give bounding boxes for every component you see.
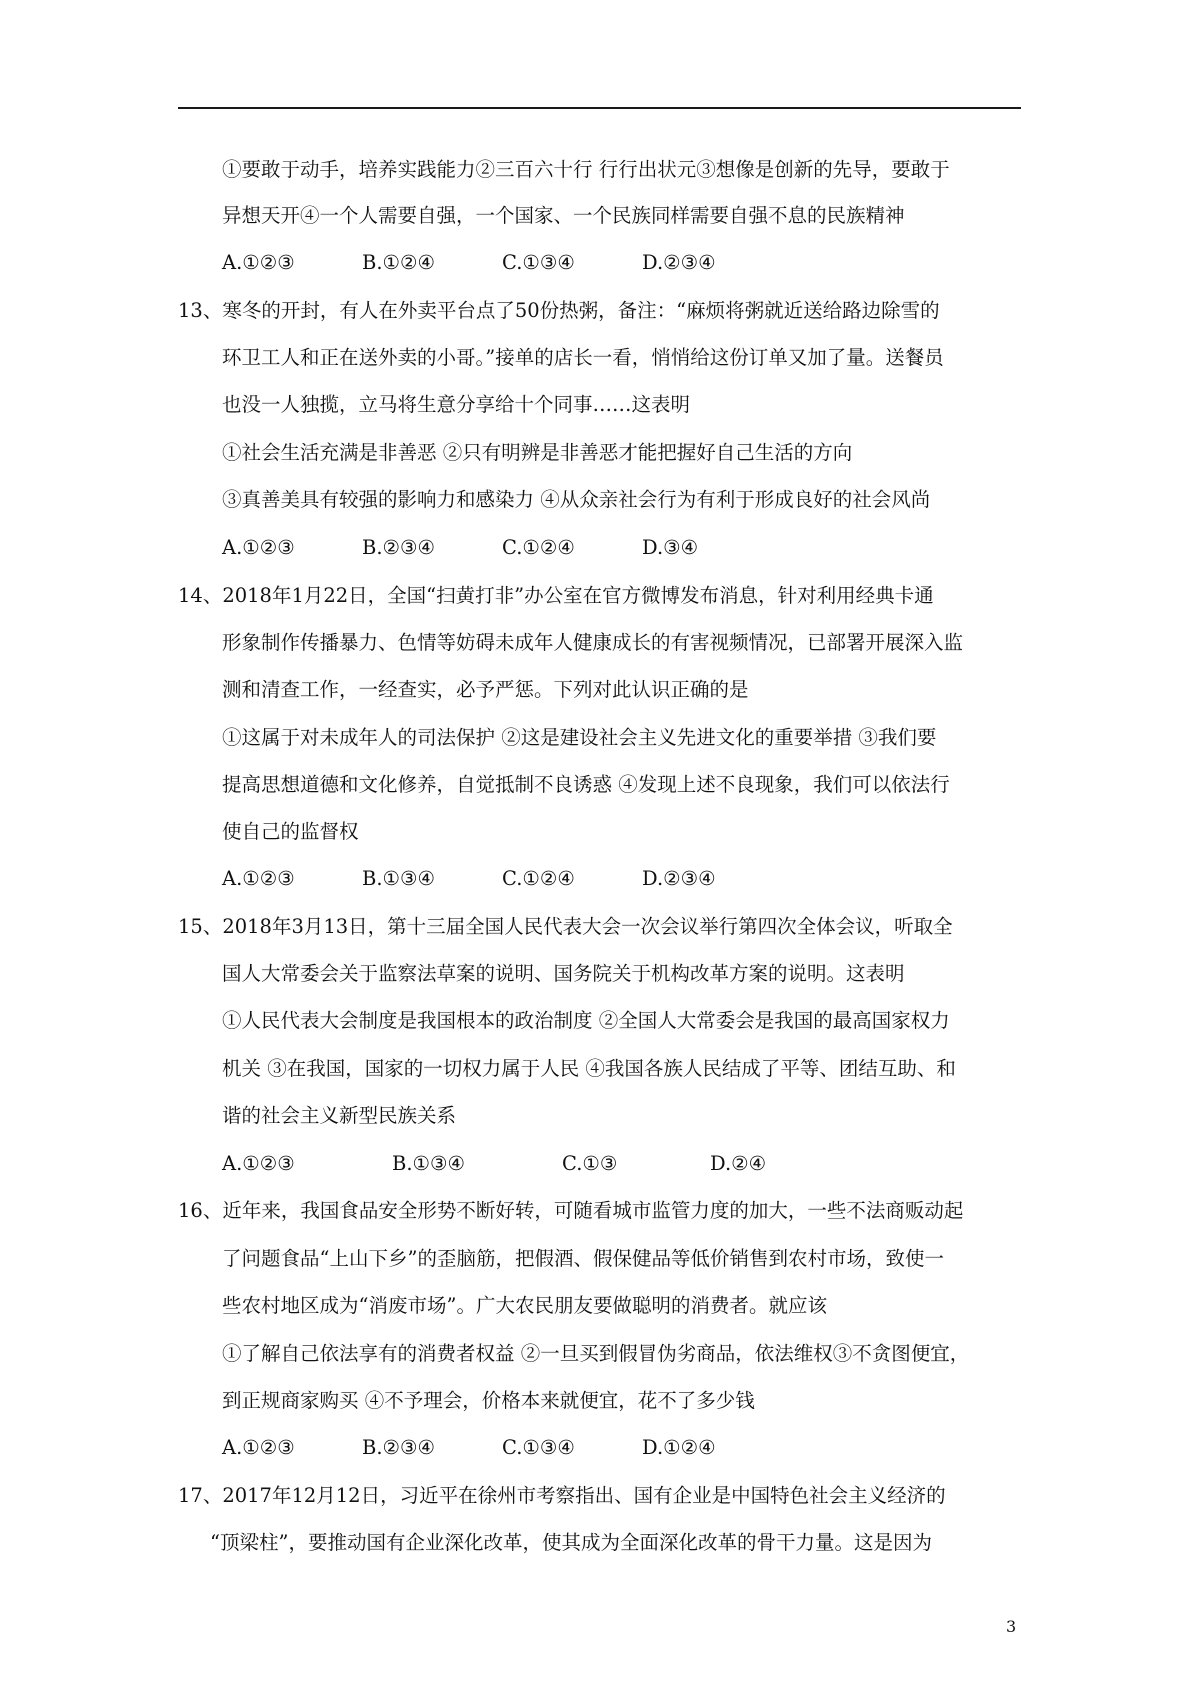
q17-stem-line-1: 17、2017年12月12日，习近平在徐州市考察指出、国有企业是中国特色社会主义经济的: [178, 1484, 946, 1507]
q15-statements-line-3: 谐的社会主义新型民族关系: [222, 1104, 457, 1127]
q13-stem-line-1: 13、寒冬的开封，有人在外卖平台点了50份热粥，备注：“麻烦将粥就近送给路边除雪的: [178, 299, 940, 322]
q13-option-a: A.①②③: [222, 536, 295, 559]
q14-stem-line-1: 14、2018年1月22日，全国“扫黄打非”办公室在官方微博发布消息，针对利用经典卡通: [178, 584, 934, 607]
q15-stem-line-2: 国人大常委会关于监察法草案的说明、国务院关于机构改革方案的说明。这表明: [222, 962, 905, 985]
q12-statements-line-2: 异想天开④一个人需要自强，一个国家、一个民族同样需要自强不息的民族精神: [222, 204, 905, 227]
q13-stem-line-2: 环卫工人和正在送外卖的小哥。”接单的店长一看，悄悄给这份订单又加了量。送餐员: [222, 346, 944, 369]
q15-stem-line-1: 15、2018年3月13日，第十三届全国人民代表大会一次会议举行第四次全体会议，听取全: [178, 915, 953, 938]
q14-option-c: C.①②④: [502, 867, 575, 890]
q12-option-d: D.②③④: [642, 251, 716, 274]
q13-option-c: C.①②④: [502, 536, 575, 559]
q16-option-b: B.②③④: [362, 1436, 435, 1459]
q14-statements-line-2: 提高思想道德和文化修养，自觉抵制不良诱惑 ④发现上述不良现象，我们可以依法行: [222, 773, 950, 796]
q16-option-c: C.①③④: [502, 1436, 575, 1459]
q16-option-d: D.①②④: [642, 1436, 716, 1459]
q13-statements-line-1: ①社会生活充满是非善恶 ②只有明辨是非善恶才能把握好自己生活的方向: [222, 441, 853, 464]
q13-statements-line-2: ③真善美具有较强的影响力和感染力 ④从众亲社会行为有利于形成良好的社会风尚: [222, 488, 931, 511]
q16-stem-line-1: 16、近年来，我国食品安全形势不断好转，可随看城市监管力度的加大，一些不法商贩动起: [178, 1199, 964, 1222]
q14-stem-line-2: 形象制作传播暴力、色情等妨碍未成年人健康成长的有害视频情况，已部署开展深入监: [222, 631, 964, 654]
q14-statements-line-3: 使自己的监督权: [222, 820, 359, 843]
q16-option-a: A.①②③: [222, 1436, 295, 1459]
q16-statements-line-1: ①了解自己依法享有的消费者权益 ②一旦买到假冒伪劣商品，依法维权③不贪图便宜，: [222, 1342, 970, 1365]
q16-statements-line-2: 到正规商家购买 ④不予理会，价格本来就便宜，花不了多少钱: [222, 1389, 755, 1412]
q13-option-b: B.②③④: [362, 536, 435, 559]
q15-option-b: B.①③④: [392, 1152, 465, 1175]
q16-stem-line-2: 了问题食品“上山下乡”的歪脑筋，把假酒、假保健品等低价销售到农村市场，致使一: [222, 1247, 944, 1270]
q14-option-d: D.②③④: [642, 867, 716, 890]
q15-option-d: D.②④: [710, 1152, 767, 1175]
q16-stem-line-3: 些农村地区成为“消废市场”。广大农民朋友要做聪明的消费者。就应该: [222, 1294, 827, 1317]
q14-option-a: A.①②③: [222, 867, 295, 890]
q15-statements-line-1: ①人民代表大会制度是我国根本的政治制度 ②全国人大常委会是我国的最高国家权力: [222, 1009, 950, 1032]
q12-option-a: A.①②③: [222, 251, 295, 274]
q15-option-c: C.①③: [562, 1152, 618, 1175]
header-rule: [178, 107, 1021, 109]
q15-option-a: A.①②③: [222, 1152, 295, 1175]
q15-statements-line-2: 机关 ③在我国，国家的一切权力属于人民 ④我国各族人民结成了平等、团结互助、和: [222, 1057, 956, 1080]
q14-stem-line-3: 测和清查工作，一经查实，必予严惩。下列对此认识正确的是: [222, 678, 749, 701]
q13-option-d: D.③④: [642, 536, 699, 559]
q13-stem-line-3: 也没一人独揽，立马将生意分享给十个同事……这表明: [222, 393, 691, 416]
page-number: 3: [1006, 1617, 1017, 1636]
q14-statements-line-1: ①这属于对未成年人的司法保护 ②这是建设社会主义先进文化的重要举措 ③我们要: [222, 726, 937, 749]
q12-statements-line-1: ①要敢于动手，培养实践能力②三百六十行 行行出状元③想像是创新的先导，要敢于: [222, 158, 950, 181]
q12-option-b: B.①②④: [362, 251, 435, 274]
q14-option-b: B.①③④: [362, 867, 435, 890]
q17-stem-line-2: “顶梁柱”，要推动国有企业深化改革，使其成为全面深化改革的骨干力量。这是因为: [210, 1531, 932, 1554]
q12-option-c: C.①③④: [502, 251, 575, 274]
